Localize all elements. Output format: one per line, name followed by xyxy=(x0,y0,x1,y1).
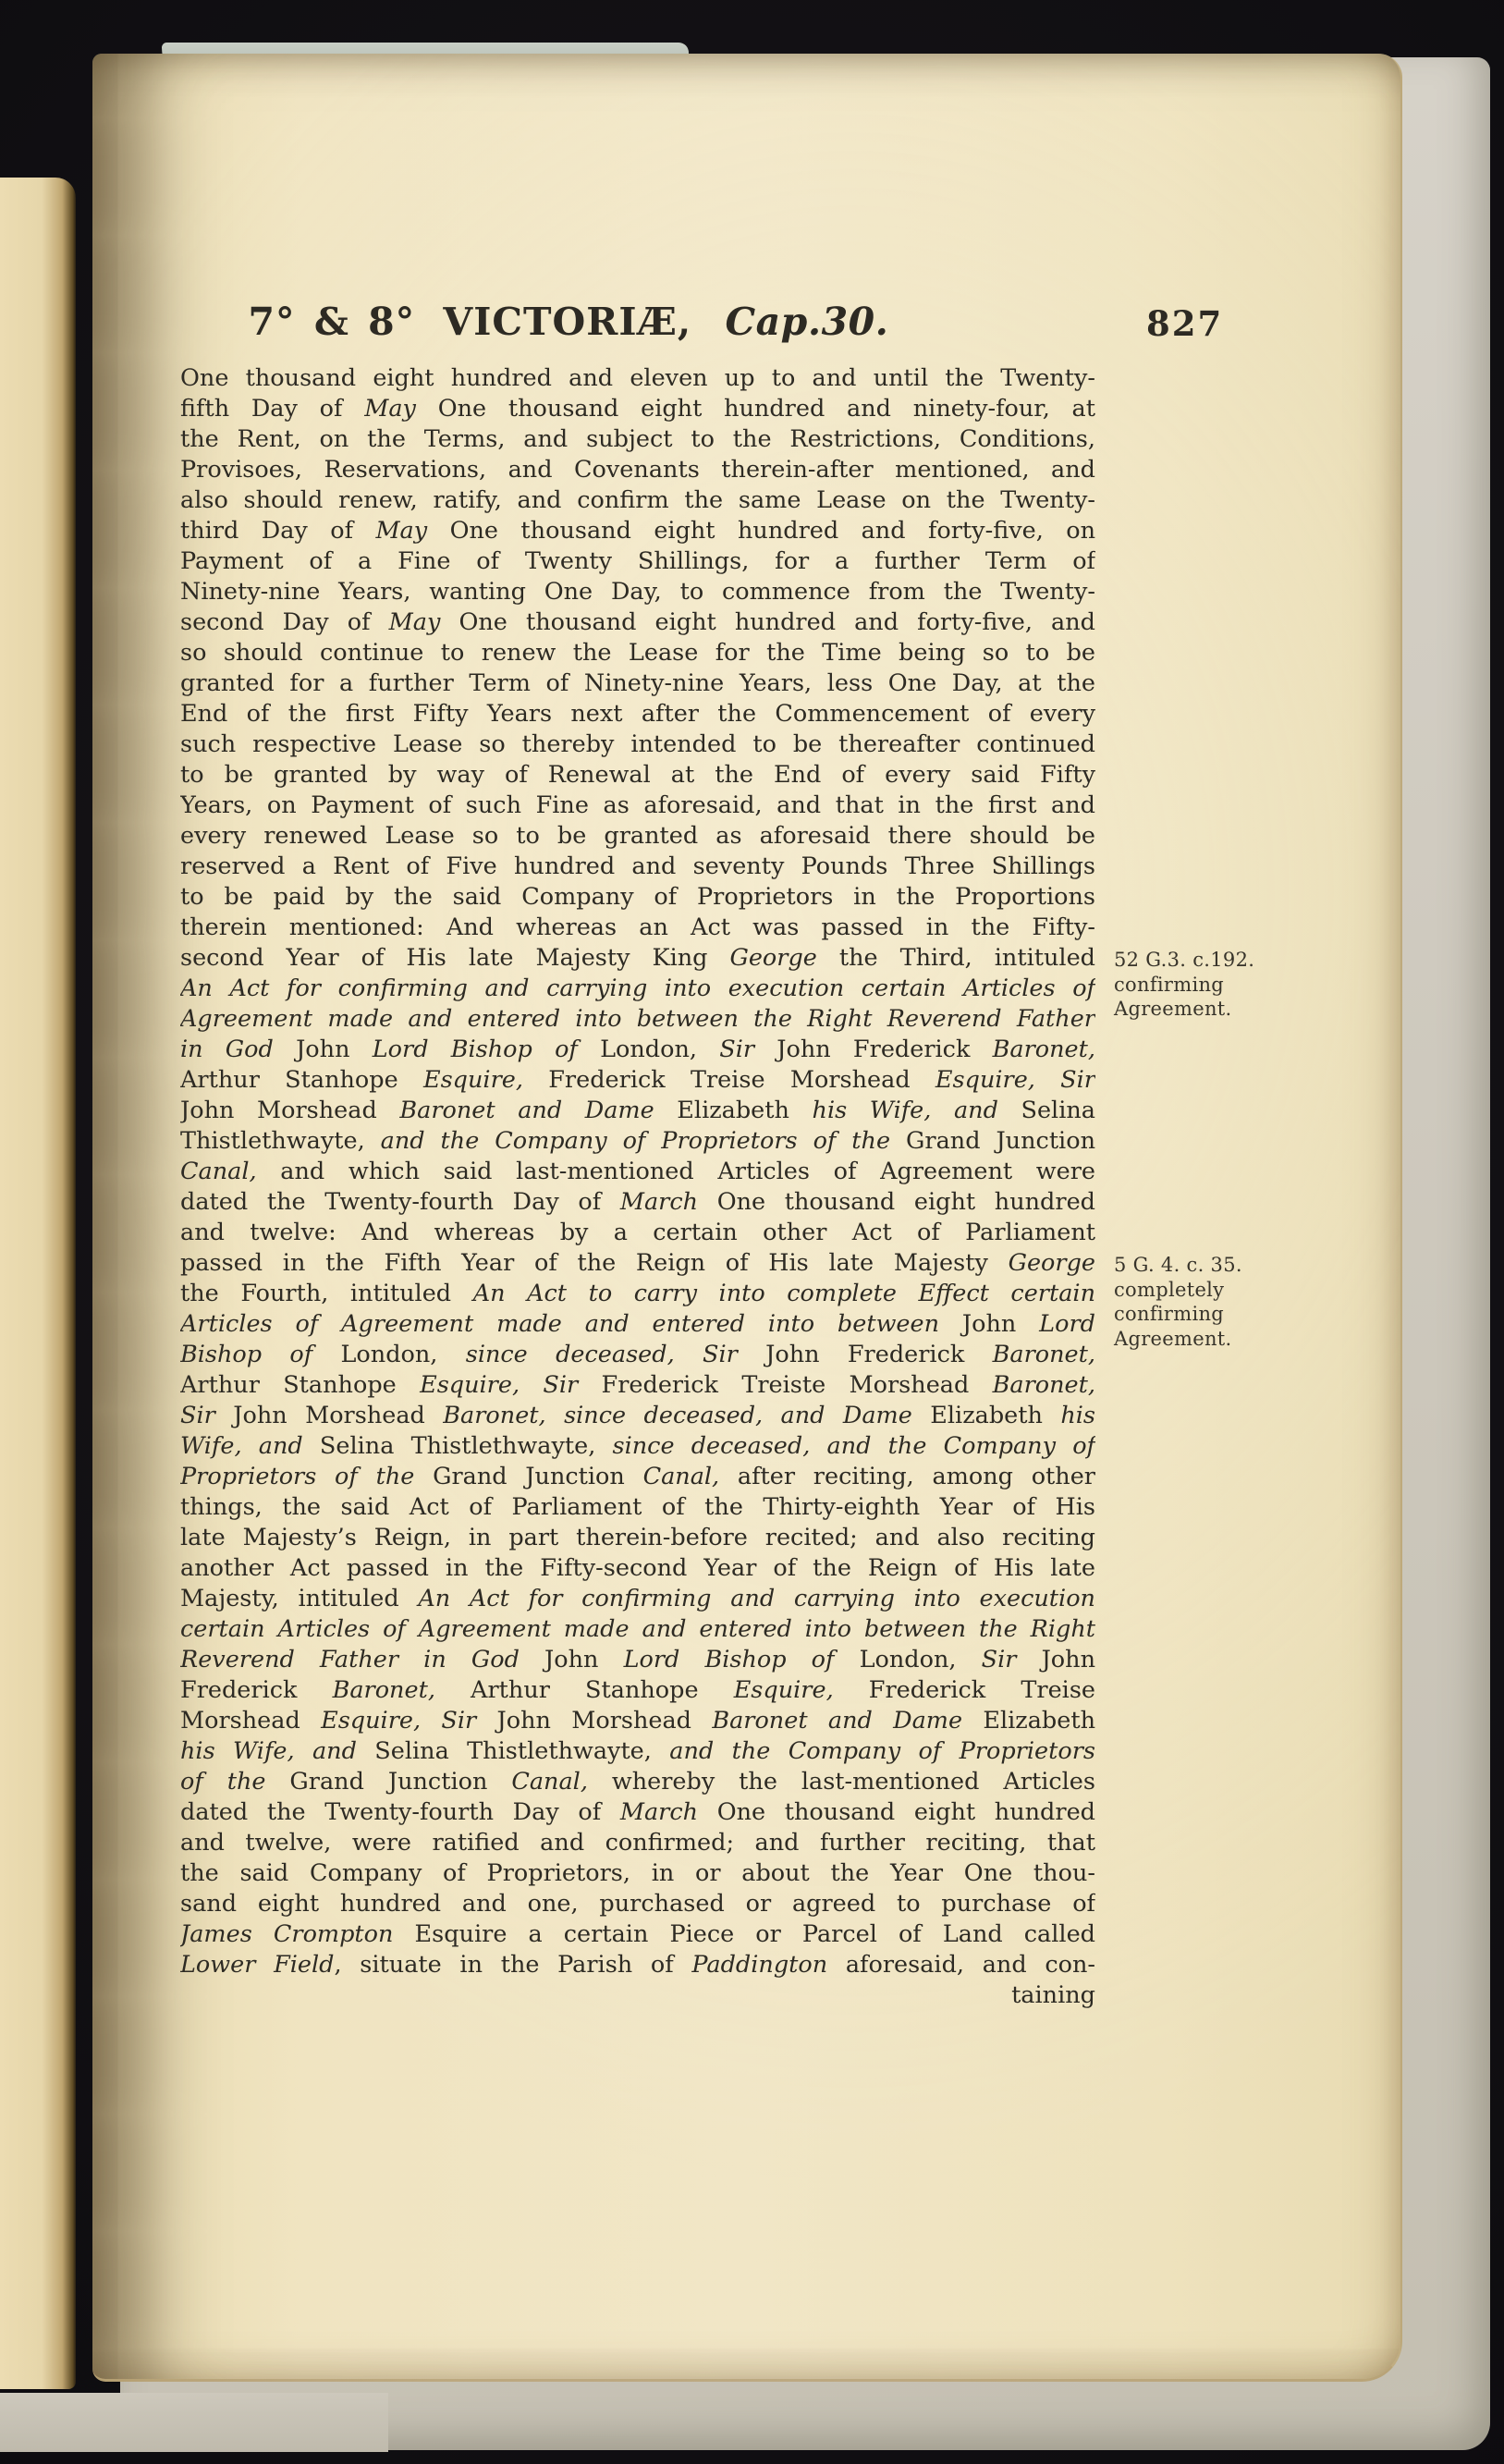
text-line: Proprietors of the Grand Junction Canal, after reciting, among other xyxy=(180,1463,1095,1490)
text-line: Bishop of London, since deceased, Sir John Frederick Baronet, xyxy=(180,1341,1095,1368)
text-line: Frederick Baronet, Arthur Stanhope Esquire, Frederick Treise xyxy=(180,1676,1095,1704)
next-page-bottom-edge xyxy=(0,2393,388,2452)
text-line: the Fourth, intituled An Act to carry into complete Effect certain xyxy=(180,1280,1095,1307)
running-header xyxy=(180,300,1095,344)
text-line: another Act passed in the Fifty-second Year of the Reign of His late xyxy=(180,1554,1095,1582)
text-line: and twelve: And whereas by a certain other Act of Parliament xyxy=(180,1219,1095,1246)
opposite-page-edge xyxy=(0,178,76,2389)
margin-note xyxy=(1114,1253,1308,1351)
text-line: so should continue to renew the Lease for the Time being so to be xyxy=(180,639,1095,667)
text-line: dated the Twenty-fourth Day of March One thousand eight hundred xyxy=(180,1798,1095,1826)
text-line: One thousand eight hundred and eleven up to and until the Twenty- xyxy=(180,364,1095,392)
text-line: reserved a Rent of Five hundred and seventy Pounds Three Shillings xyxy=(180,852,1095,880)
text-line: Wife, and Selina Thistlethwayte, since deceased, and the Company of xyxy=(180,1432,1095,1460)
margin-note-line: confirming xyxy=(1114,973,1225,996)
chapter-number: Cap.30. xyxy=(725,300,889,344)
margin-note-line: 5 G. 4. c. 35. xyxy=(1114,1254,1242,1276)
text-line: Thistlethwayte, and the Company of Proprietors of the Grand Junction xyxy=(180,1127,1095,1155)
text-line: End of the first Fifty Years next after the Commencement of every xyxy=(180,700,1095,728)
margin-note-line: completely xyxy=(1114,1278,1225,1301)
text-line: Ninety-nine Years, wanting One Day, to commence from the Twenty- xyxy=(180,578,1095,606)
text-line: the said Company of Proprietors, in or about the Year One thou- xyxy=(180,1859,1095,1887)
text-line: Articles of Agreement made and entered into between John Lord xyxy=(180,1310,1095,1338)
text-line: of the Grand Junction Canal, whereby the last-mentioned Articles xyxy=(180,1768,1095,1796)
text-line: Morshead Esquire, Sir John Morshead Baronet and Dame Elizabeth xyxy=(180,1707,1095,1735)
text-line: Agreement made and entered into between the Right Reverend Father xyxy=(180,1005,1095,1033)
margin-note-line: confirming xyxy=(1114,1303,1225,1325)
text-line: Canal, and which said last-mentioned Articles of Agreement were xyxy=(180,1158,1095,1185)
regnal-year: 7° & 8° xyxy=(248,300,416,344)
text-line: Provisoes, Reservations, and Covenants therein-after mentioned, and xyxy=(180,456,1095,484)
text-line: John Morshead Baronet and Dame Elizabeth his Wife, and Selina xyxy=(180,1097,1095,1124)
text-line: his Wife, and Selina Thistlethwayte, and the Company of Proprietors xyxy=(180,1737,1095,1765)
text-line: James Crompton Esquire a certain Piece or Parcel of Land called xyxy=(180,1920,1095,1948)
text-line: the Rent, on the Terms, and subject to the Restrictions, Conditions, xyxy=(180,425,1095,453)
text-line: second Year of His late Majesty King George the Third, intituled xyxy=(180,944,1095,972)
text-line: Years, on Payment of such Fine as aforesaid, and that in the first and xyxy=(180,791,1095,819)
text-line: certain Articles of Agreement made and entered into between the Right xyxy=(180,1615,1095,1643)
text-line: fifth Day of May One thousand eight hundred and ninety-four, at xyxy=(180,395,1095,423)
text-line: also should renew, ratify, and confirm the same Lease on the Twenty- xyxy=(180,486,1095,514)
text-line: passed in the Fifth Year of the Reign of His late Majesty George xyxy=(180,1249,1095,1277)
page-number: 827 xyxy=(1146,303,1224,344)
text-line: things, the said Act of Parliament of the Thirty-eighth Year of His xyxy=(180,1493,1095,1521)
margin-note-line: 52 G.3. c.192. xyxy=(1114,949,1255,971)
text-line: Reverend Father in God John Lord Bishop of London, Sir John xyxy=(180,1646,1095,1673)
text-line: second Day of May One thousand eight hundred and forty-five, and xyxy=(180,608,1095,636)
sovereign-name: VICTORIÆ, xyxy=(443,300,692,344)
text-line: sand eight hundred and one, purchased or agreed to purchase of xyxy=(180,1890,1095,1918)
text-line: therein mentioned: And whereas an Act was passed in the Fifty- xyxy=(180,913,1095,941)
act-body-text xyxy=(180,363,1095,1980)
text-line: and twelve, were ratified and confirmed; and further reciting, that xyxy=(180,1829,1095,1857)
text-line: such respective Lease so thereby intended to be thereafter continued xyxy=(180,730,1095,758)
text-line: Sir John Morshead Baronet, since deceased, and Dame Elizabeth his xyxy=(180,1402,1095,1429)
text-line: in God John Lord Bishop of London, Sir John Frederick Baronet, xyxy=(180,1036,1095,1063)
text-line: Payment of a Fine of Twenty Shillings, for a further Term of xyxy=(180,547,1095,575)
text-line: third Day of May One thousand eight hundred and forty-five, on xyxy=(180,517,1095,545)
text-line: Arthur Stanhope Esquire, Sir Frederick Treiste Morshead Baronet, xyxy=(180,1371,1095,1399)
margin-note-line: Agreement. xyxy=(1114,1327,1232,1350)
book-page xyxy=(92,54,1402,2382)
catchword: taining xyxy=(1011,1981,1095,2009)
text-line: granted for a further Term of Ninety-nine Years, less One Day, at the xyxy=(180,669,1095,697)
margin-note xyxy=(1114,948,1308,1022)
text-line: Arthur Stanhope Esquire, Frederick Treise Morshead Esquire, Sir xyxy=(180,1066,1095,1094)
margin-note-line: Agreement. xyxy=(1114,998,1232,1020)
text-line: dated the Twenty-fourth Day of March One thousand eight hundred xyxy=(180,1188,1095,1216)
text-line: to be granted by way of Renewal at the End of every said Fifty xyxy=(180,761,1095,789)
text-line: every renewed Lease so to be granted as aforesaid there should be xyxy=(180,822,1095,850)
text-line: late Majesty’s Reign, in part therein-before recited; and also reciting xyxy=(180,1524,1095,1551)
text-line: Majesty, intituled An Act for confirming and carrying into execution xyxy=(180,1585,1095,1612)
text-line: An Act for confirming and carrying into execution certain Articles of xyxy=(180,975,1095,1002)
text-line: Lower Field, situate in the Parish of Paddington aforesaid, and con- xyxy=(180,1951,1095,1979)
text-line: to be paid by the said Company of Proprietors in the Proportions xyxy=(180,883,1095,911)
